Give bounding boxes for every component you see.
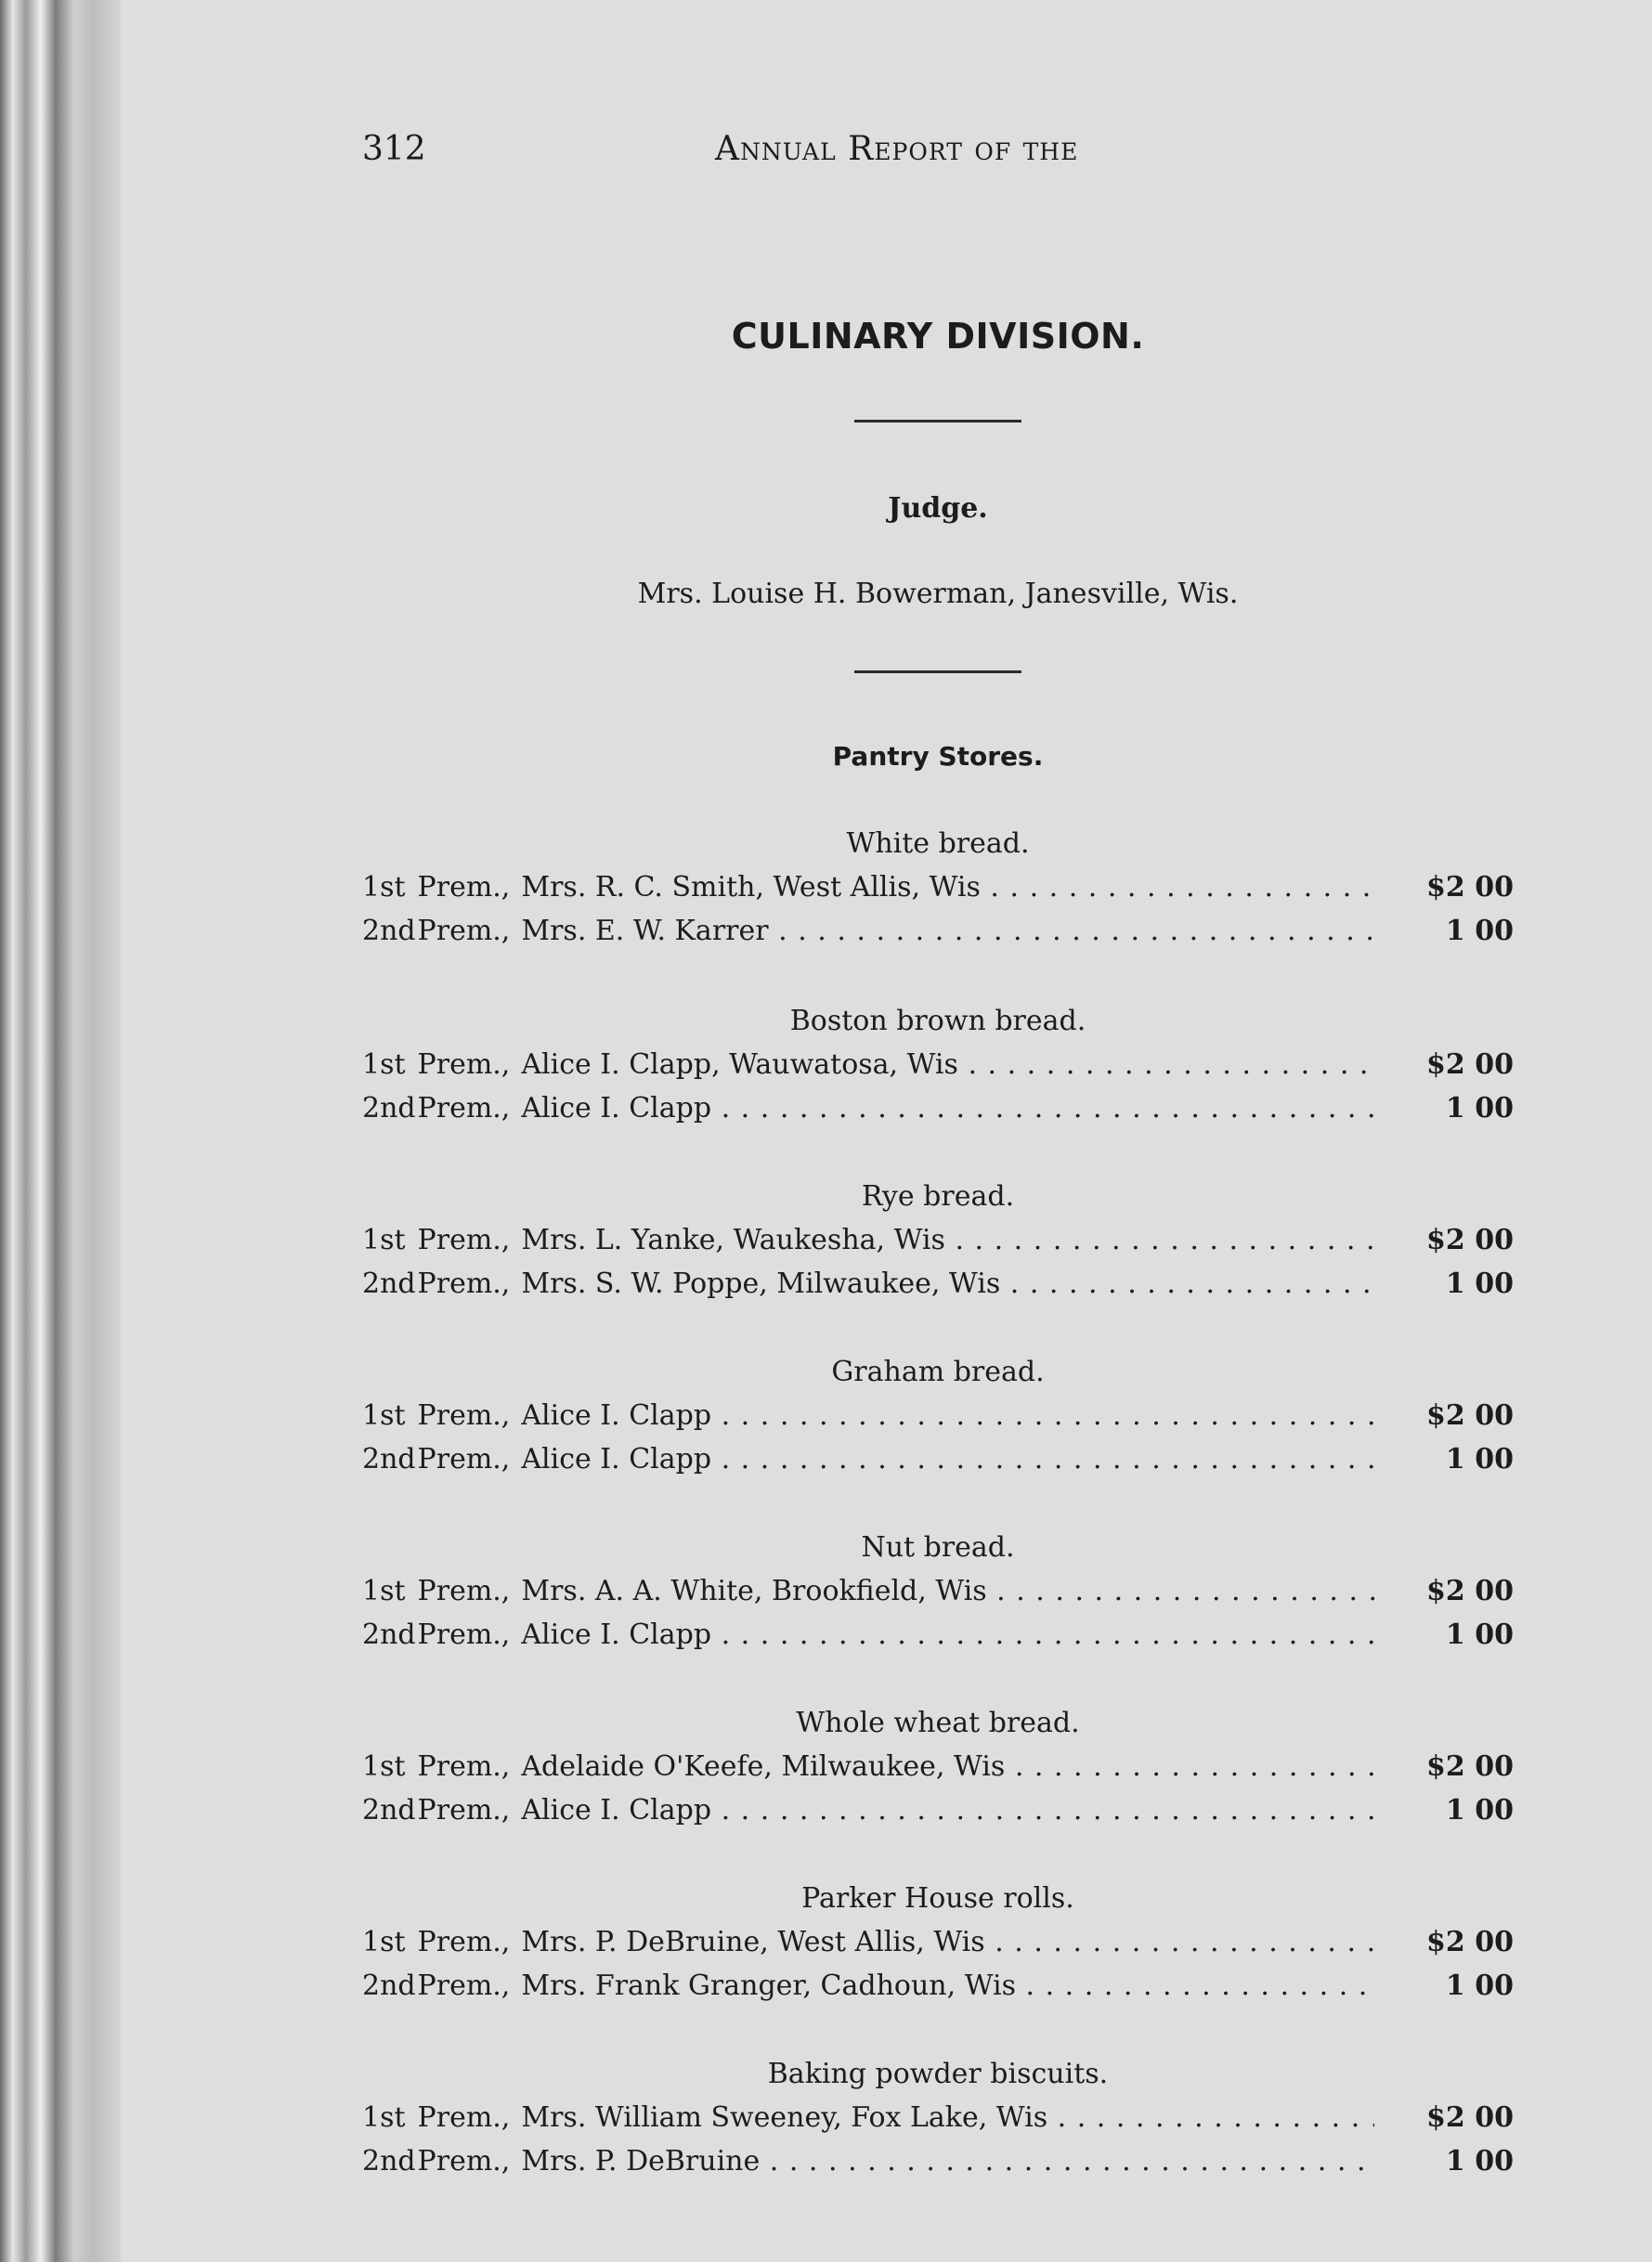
- entry-place: 1st: [362, 1926, 406, 1958]
- award-entry: [362, 1437, 1514, 1481]
- entry-name: Adelaide O'Keefe, Milwaukee, Wis: [521, 1750, 1006, 1783]
- award-entry: [362, 2096, 1514, 2139]
- entry-place: 2nd: [362, 1794, 416, 1826]
- entry-prem: Prem.,: [417, 871, 511, 904]
- entry-text: [362, 1788, 1374, 1832]
- divider-rule: [854, 420, 1021, 422]
- award-entry: [362, 1086, 1514, 1130]
- entry-prem: Prem.,: [417, 915, 511, 947]
- award-entry: [362, 1394, 1514, 1437]
- award-entry: [362, 1043, 1514, 1086]
- entry-place: 1st: [362, 1224, 406, 1256]
- running-head: [362, 130, 1541, 176]
- category-title: Baking powder biscuits.: [767, 2058, 1109, 2090]
- award-entry: [362, 1262, 1514, 1306]
- entry-name: Mrs. P. DeBruine, West Allis, Wis: [521, 1926, 985, 1958]
- entry-prem: Prem.,: [417, 2101, 511, 2134]
- entry-name: Mrs. L. Yanke, Waukesha, Wis: [521, 1224, 945, 1256]
- entry-prem: Prem.,: [417, 1048, 511, 1081]
- entry-text: [362, 1920, 1374, 1964]
- entry-place: 1st: [362, 2101, 406, 2134]
- entry-amount: $2 00: [1426, 1224, 1514, 1256]
- category-parker-house-rolls: [362, 1878, 1514, 2008]
- entry-name: Alice I. Clapp, Wauwatosa, Wis: [521, 1048, 958, 1081]
- entry-prem: Prem.,: [417, 1750, 511, 1783]
- entry-name: Mrs. A. A. White, Brookfield, Wis: [521, 1575, 987, 1607]
- entry-place: 1st: [362, 871, 406, 904]
- entry-name: Alice I. Clapp: [521, 1794, 712, 1826]
- entry-place: 1st: [362, 1750, 406, 1783]
- award-entry: [362, 1745, 1514, 1788]
- judge-heading: Judge.: [888, 492, 988, 525]
- entry-text: [362, 1437, 1374, 1481]
- entry-prem: Prem.,: [417, 1618, 511, 1651]
- entry-place: 1st: [362, 1399, 406, 1432]
- entry-amount: 1 00: [1445, 915, 1514, 947]
- category-rye-bread: [362, 1176, 1514, 1306]
- entry-place: 2nd: [362, 1970, 416, 2002]
- entry-place: 2nd: [362, 1268, 416, 1300]
- entry-amount: $2 00: [1426, 1575, 1514, 1607]
- category-whole-wheat-bread: [362, 1702, 1514, 1832]
- entry-text: [362, 909, 1374, 953]
- entry-amount: 1 00: [1445, 2145, 1514, 2178]
- entry-text: [362, 1262, 1374, 1306]
- category-title: Whole wheat bread.: [796, 1707, 1080, 1739]
- entry-text: [362, 1745, 1374, 1788]
- book-spine-edge: [0, 0, 121, 2262]
- entry-prem: Prem.,: [417, 1794, 511, 1826]
- category-title: Boston brown bread.: [789, 1005, 1086, 1037]
- entry-prem: Prem.,: [417, 1970, 511, 2002]
- entry-name: Mrs. R. C. Smith, West Allis, Wis: [521, 871, 981, 904]
- category-title: Graham bread.: [831, 1356, 1045, 1388]
- entry-amount: $2 00: [1426, 1048, 1514, 1081]
- entry-prem: Prem.,: [417, 1268, 511, 1300]
- entry-amount: 1 00: [1445, 1443, 1514, 1476]
- entry-place: 2nd: [362, 1618, 416, 1651]
- entry-name: Alice I. Clapp: [521, 1399, 712, 1432]
- running-title: Annual Report of the: [715, 130, 1079, 168]
- entry-text: [362, 1964, 1374, 2008]
- entry-place: 2nd: [362, 915, 416, 947]
- category-graham-bread: [362, 1351, 1514, 1481]
- entry-prem: Prem.,: [417, 1092, 511, 1124]
- entry-place: 1st: [362, 1575, 406, 1607]
- entry-place: 2nd: [362, 2145, 416, 2178]
- entry-name: Alice I. Clapp: [521, 1092, 712, 1124]
- award-entry: [362, 1920, 1514, 1964]
- entry-place: 2nd: [362, 1443, 416, 1476]
- entry-text: [362, 1613, 1374, 1657]
- category-nut-bread: [362, 1527, 1514, 1657]
- entry-prem: Prem.,: [417, 1926, 511, 1958]
- entry-name: Mrs. William Sweeney, Fox Lake, Wis: [521, 2101, 1048, 2134]
- entry-amount: $2 00: [1426, 1926, 1514, 1958]
- page-number: 312: [362, 130, 426, 168]
- entry-prem: Prem.,: [417, 2145, 511, 2178]
- entry-text: [362, 1569, 1374, 1613]
- award-entry: [362, 1218, 1514, 1262]
- entry-amount: 1 00: [1445, 1618, 1514, 1651]
- entry-amount: 1 00: [1445, 1794, 1514, 1826]
- entry-text: [362, 1043, 1374, 1086]
- award-entry: [362, 1613, 1514, 1657]
- entry-prem: Prem.,: [417, 1443, 511, 1476]
- award-entry: [362, 1788, 1514, 1832]
- entry-name: Mrs. S. W. Poppe, Milwaukee, Wis: [521, 1268, 1001, 1300]
- entry-amount: 1 00: [1445, 1970, 1514, 2002]
- entry-text: [362, 2139, 1374, 2183]
- entry-text: [362, 865, 1374, 909]
- entry-text: [362, 1218, 1374, 1262]
- entry-amount: 1 00: [1445, 1092, 1514, 1124]
- entry-name: Mrs. Frank Granger, Cadhoun, Wis: [521, 1970, 1016, 2002]
- entry-prem: Prem.,: [417, 1575, 511, 1607]
- division-title: CULINARY DIVISION.: [731, 316, 1145, 357]
- category-title: White bread.: [846, 827, 1030, 860]
- entry-text: [362, 1086, 1374, 1130]
- entry-name: Mrs. E. W. Karrer: [521, 915, 769, 947]
- category-boston-brown-bread: [362, 1000, 1514, 1130]
- entry-name: Mrs. P. DeBruine: [521, 2145, 761, 2178]
- section-heading: Pantry Stores.: [832, 741, 1044, 772]
- entry-amount: $2 00: [1426, 1750, 1514, 1783]
- award-entry: [362, 1964, 1514, 2008]
- award-entry: [362, 2139, 1514, 2183]
- entry-prem: Prem.,: [417, 1224, 511, 1256]
- category-white-bread: [362, 823, 1514, 953]
- entry-name: Alice I. Clapp: [521, 1618, 712, 1651]
- divider-rule: [854, 670, 1021, 673]
- entry-prem: Prem.,: [417, 1399, 511, 1432]
- entry-place: 1st: [362, 1048, 406, 1081]
- entry-text: [362, 2096, 1374, 2139]
- award-entry: [362, 865, 1514, 909]
- judge-name: Mrs. Louise H. Bowerman, Janesville, Wis.: [637, 578, 1239, 610]
- category-baking-powder-biscuits: [362, 2053, 1514, 2183]
- entry-amount: 1 00: [1445, 1268, 1514, 1300]
- entry-name: Alice I. Clapp: [521, 1443, 712, 1476]
- entry-amount: $2 00: [1426, 2101, 1514, 2134]
- award-entry: [362, 909, 1514, 953]
- entry-text: [362, 1394, 1374, 1437]
- entry-place: 2nd: [362, 1092, 416, 1124]
- entry-amount: $2 00: [1426, 871, 1514, 904]
- category-title: Rye bread.: [861, 1180, 1015, 1213]
- category-title: Nut bread.: [861, 1531, 1015, 1564]
- entry-amount: $2 00: [1426, 1399, 1514, 1432]
- award-entry: [362, 1569, 1514, 1613]
- category-title: Parker House rolls.: [801, 1882, 1074, 1915]
